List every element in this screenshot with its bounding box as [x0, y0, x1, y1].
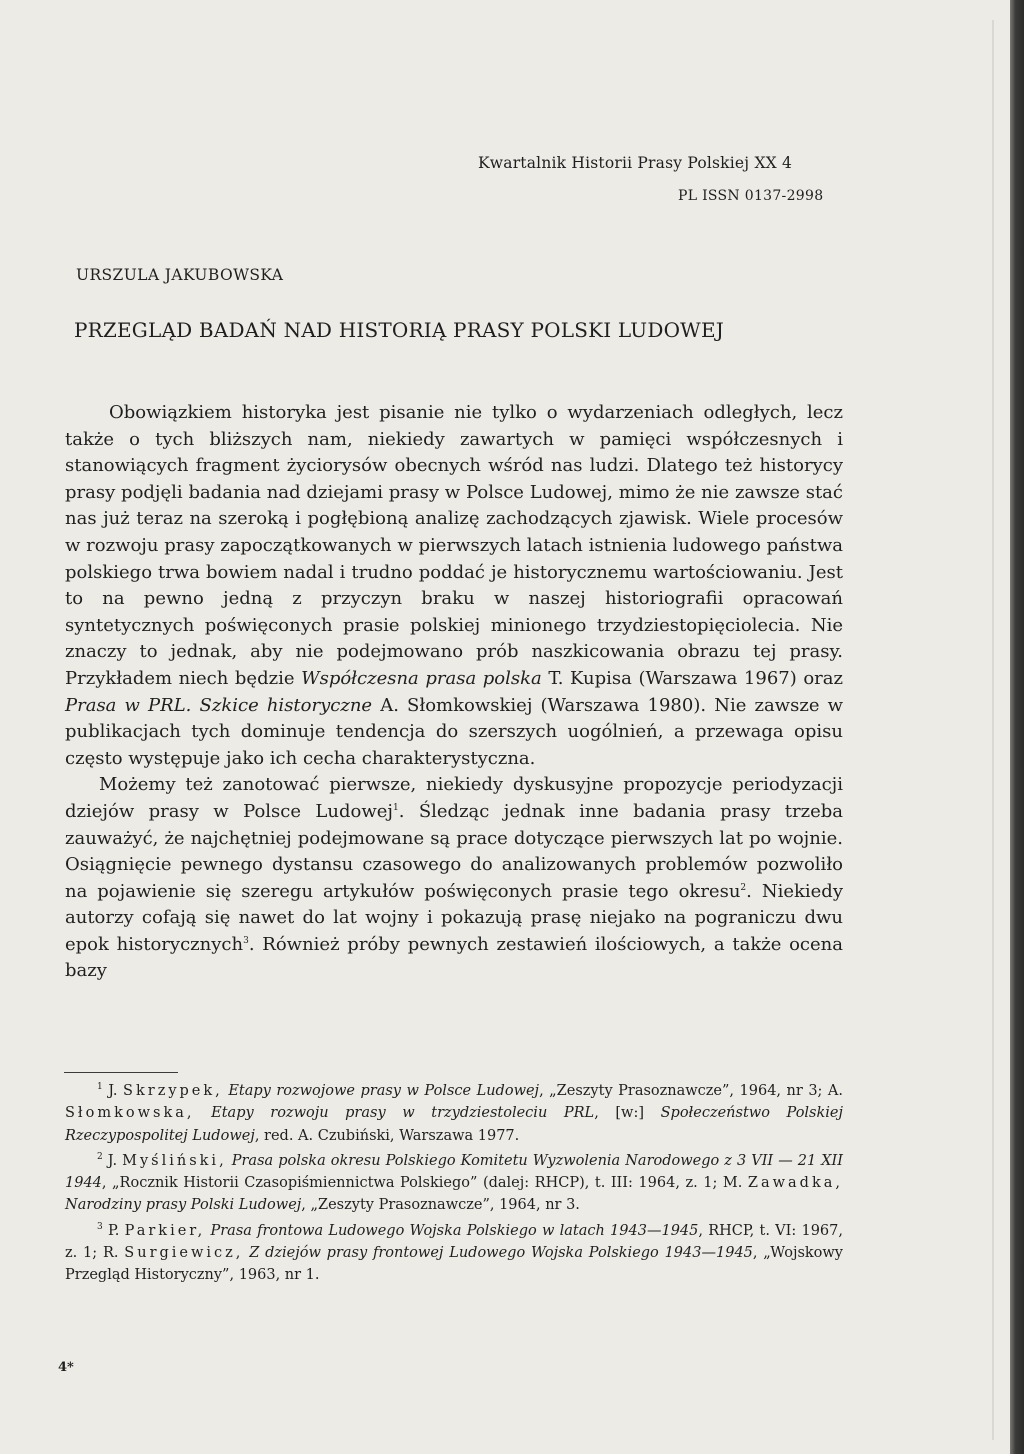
article-title: PRZEGLĄD BADAŃ NAD HISTORIĄ PRASY POLSKI LUDOWEJ: [74, 318, 724, 342]
text-run: . Również próby pewnych zestawień ilościowych, a także ocena bazy: [65, 933, 843, 982]
book-title-italic: Współczesna prasa polska: [301, 667, 542, 689]
footnote-ref: 3: [243, 935, 249, 946]
text-run: T. Kupisa (Warszawa 1967) oraz: [541, 667, 843, 689]
text-run: [195, 1105, 212, 1121]
work-title-italic: Narodziny prasy Polski Ludowej: [65, 1197, 302, 1214]
text-run: , „Zeszyty Prasoznawcze”, 1964, nr 3.: [301, 1197, 580, 1214]
article-body: [65, 400, 843, 985]
text-run: , „Wojskowy Przegląd Historyczny”, 1963, nr 1.: [65, 1245, 844, 1284]
author-surname: Myśliński,: [122, 1152, 227, 1169]
footnote-separator: [64, 1072, 178, 1073]
text-run: Obowiązkiem historyka jest pisanie nie tylko o wydarzeniach odległych, lecz także o tych bliższych nam, niekiedy zawartych w pamięci współczesnych i stanowiących fragment życiorysów obecnych wśród nas ludzi. Dlatego też historycy prasy podjęli badania nad dziejami prasy w Polsce Ludowej, mimo że nie zawsze stać nas już teraz na szeroką i pogłębioną analizę zachodzących zjawisk. Wiele procesów w rozwoju prasy zapoczątkowanych w pierwszych latach istnienia ludowego państwa polskiego trwa bowiem nadal i trudno poddać je historycznemu wartościowaniu. Jest to na pewno jedną z przyczyn braku w naszej historiografii opracowań syntetycznych poświęconych prasie polskiej minionego trzydziestopięciolecia. Nie znaczy to jednak, aby nie podejmowano prób naszkicowania obrazu tej prasy. Przykładem niech będzie: [65, 402, 843, 689]
footnotes: [65, 1080, 843, 1290]
author-surname: Zawadka,: [747, 1175, 843, 1192]
work-title-italic: Społeczeństwo Polskiej Rzeczypospolitej Ludowej: [65, 1105, 844, 1144]
text-run: J.: [102, 1083, 124, 1099]
book-title-italic: Prasa w PRL. Szkice historyczne: [65, 694, 373, 716]
text-run: , red. A. Czubiński, Warszawa 1977.: [254, 1127, 520, 1144]
text-run: , RHCP, t. VI: 1967, z. 1; R.: [65, 1222, 843, 1262]
paragraph-2: [65, 772, 843, 985]
author-surname: Skrzypek,: [123, 1083, 223, 1099]
footnote-3: [65, 1220, 843, 1287]
text-run: , [w:]: [594, 1105, 661, 1122]
author-surname: Surgiewicz,: [124, 1245, 244, 1262]
text-run: . Niekiedy autorzy cofają się nawet do lat wojny i pokazują prasę niejako na pograniczu dwu epok historycznych: [65, 880, 843, 955]
text-run: P.: [102, 1222, 125, 1239]
author-name: URSZULA JAKUBOWSKA: [76, 266, 284, 284]
author-surname: Parkier,: [124, 1222, 206, 1239]
page-fold-line: [992, 20, 994, 1440]
footnote-number: 1: [97, 1082, 103, 1093]
footnote-ref: 2: [740, 882, 747, 893]
scan-edge-shadow: [1010, 0, 1024, 1454]
footnote-1: [65, 1080, 843, 1147]
footnote-number: 2: [97, 1152, 103, 1163]
work-title-italic: Prasa frontowa Ludowego Wojska Polskiego w latach 1943—1945: [210, 1222, 699, 1239]
journal-header: Kwartalnik Historii Prasy Polskiej XX 4: [478, 154, 793, 172]
work-title-italic: Etapy rozwoju prasy w trzydziestoleciu PRL: [211, 1105, 595, 1122]
work-title-italic: Z dziejów prasy frontowej Ludowego Wojska Polskiego 1943—1945: [249, 1245, 753, 1262]
text-run: . Śledząc jednak inne badania prasy trzeba zauważyć, że najchętniej podejmowane są prace dotyczące pierwszych lat po wojnie. Osiągnięcie pewnego dystansu czasowego do analizowanych problemów pozwoliło na pojawienie się szeregu artykułów poświęconych prasie tego okresu: [65, 800, 843, 902]
printer-signature: 4*: [58, 1360, 74, 1375]
work-title-italic: Prasa polska okresu Polskiego Komitetu Wyzwolenia Narodowego z 3 VII — 21 XII 1944: [65, 1152, 843, 1192]
text-run: , „Zeszyty Prasoznawcze”, 1964, nr 3; A.: [539, 1083, 844, 1099]
text-run: Możemy też zanotować pierwsze, niekiedy dyskusyjne propozycje periodyzacji dziejów prasy w Polsce Ludowej: [65, 774, 843, 822]
issn-number: PL ISSN 0137-2998: [678, 188, 824, 204]
footnote-2: [65, 1150, 843, 1217]
work-title-italic: Etapy rozwojowe prasy w Polsce Ludowej: [228, 1083, 540, 1099]
text-run: A. Słomkowskiej (Warszawa 1980). Nie zawsze w publikacjach tych dominuje tendencja do szerszych uogólnień, a przewaga opisu często występuje jako ich cecha charakterystyczna.: [65, 694, 843, 769]
paragraph-1: [65, 400, 843, 772]
text-run: , „Rocznik Historii Czasopiśmiennictwa Polskiego” (dalej: RHCP), t. III: 1964, z. 1; M.: [101, 1175, 748, 1192]
author-surname: Słomkowska,: [65, 1105, 195, 1122]
footnote-ref: 1: [392, 802, 399, 813]
text-run: J.: [102, 1152, 123, 1169]
footnote-number: 3: [97, 1221, 103, 1232]
